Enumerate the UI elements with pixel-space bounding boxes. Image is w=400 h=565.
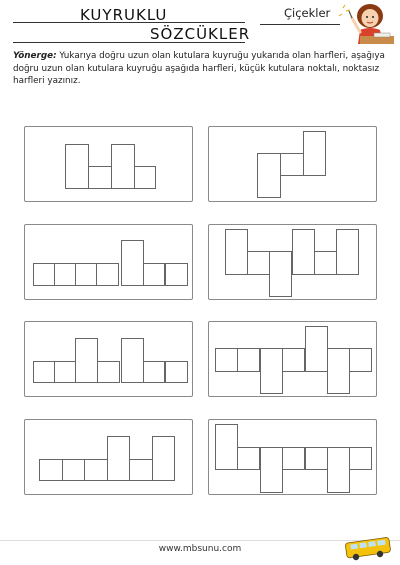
instruction-lead: Yönerge: [13, 51, 57, 61]
letter-box[interactable] [282, 447, 305, 470]
letter-box[interactable] [327, 447, 350, 493]
footer-divider [0, 540, 400, 541]
letter-box[interactable] [54, 263, 76, 286]
letter-box[interactable] [39, 459, 63, 481]
page-title-line1: KUYRUKLU [80, 6, 168, 24]
letter-box[interactable] [121, 338, 144, 383]
letter-box[interactable] [282, 348, 305, 372]
instruction-body: Yukarıya doğru uzun olan kutulara kuyruğu yukarıda olan harfleri, aşağıya doğru uzun olan kutulara kuyruğu aşağıda harfleri, küçük kutulara noktalı, noktasız harfleri yazınız. [13, 51, 385, 86]
letter-box[interactable] [327, 348, 350, 394]
word-panel-7 [24, 419, 193, 495]
letter-box[interactable] [152, 436, 175, 481]
letter-box[interactable] [143, 361, 165, 383]
word-panel-5 [24, 321, 193, 397]
letter-box[interactable] [237, 447, 260, 470]
letter-box[interactable] [97, 361, 120, 383]
teacher-illustration-icon [330, 2, 396, 44]
letter-box[interactable] [305, 447, 328, 470]
letter-box[interactable] [54, 361, 76, 383]
category-underline [260, 24, 340, 25]
letter-box[interactable] [165, 263, 188, 286]
letter-box[interactable] [129, 459, 153, 481]
letter-box[interactable] [33, 361, 55, 383]
footer-url[interactable]: www.mbsunu.com [158, 544, 242, 554]
letter-box[interactable] [62, 459, 85, 481]
letter-box[interactable] [33, 263, 55, 286]
letter-box[interactable] [349, 447, 372, 470]
letter-box[interactable] [303, 131, 326, 176]
letter-box[interactable] [165, 361, 188, 383]
letter-box[interactable] [88, 166, 112, 189]
letter-box[interactable] [260, 447, 283, 493]
letter-box[interactable] [65, 144, 89, 189]
letter-box[interactable] [107, 436, 130, 481]
letter-box[interactable] [260, 348, 283, 394]
letter-box[interactable] [111, 144, 135, 189]
page-title-line2: SÖZCÜKLER [150, 25, 251, 43]
letter-box[interactable] [96, 263, 119, 286]
letter-box[interactable] [314, 251, 337, 275]
word-panel-6 [208, 321, 377, 397]
letter-box[interactable] [247, 251, 270, 275]
instruction-text [13, 50, 385, 88]
category-label: Çiçekler [284, 6, 331, 20]
letter-box[interactable] [280, 153, 304, 176]
school-bus-icon [344, 534, 394, 562]
letter-box[interactable] [143, 263, 165, 286]
letter-box[interactable] [225, 229, 248, 275]
letter-box[interactable] [215, 424, 238, 470]
word-panel-2 [208, 126, 377, 202]
letter-box[interactable] [336, 229, 359, 275]
word-panel-1 [24, 126, 193, 202]
letter-box[interactable] [121, 240, 144, 286]
letter-box[interactable] [134, 166, 156, 189]
letter-box[interactable] [257, 153, 281, 198]
letter-box[interactable] [215, 348, 238, 372]
letter-box[interactable] [269, 251, 292, 297]
letter-box[interactable] [237, 348, 260, 372]
word-panel-4 [208, 224, 377, 300]
word-panel-8 [208, 419, 377, 495]
letter-box[interactable] [305, 326, 328, 372]
word-panel-3 [24, 224, 193, 300]
letter-box[interactable] [292, 229, 315, 275]
letter-box[interactable] [75, 338, 98, 383]
letter-box[interactable] [84, 459, 108, 481]
letter-box[interactable] [349, 348, 372, 372]
letter-box[interactable] [75, 263, 97, 286]
